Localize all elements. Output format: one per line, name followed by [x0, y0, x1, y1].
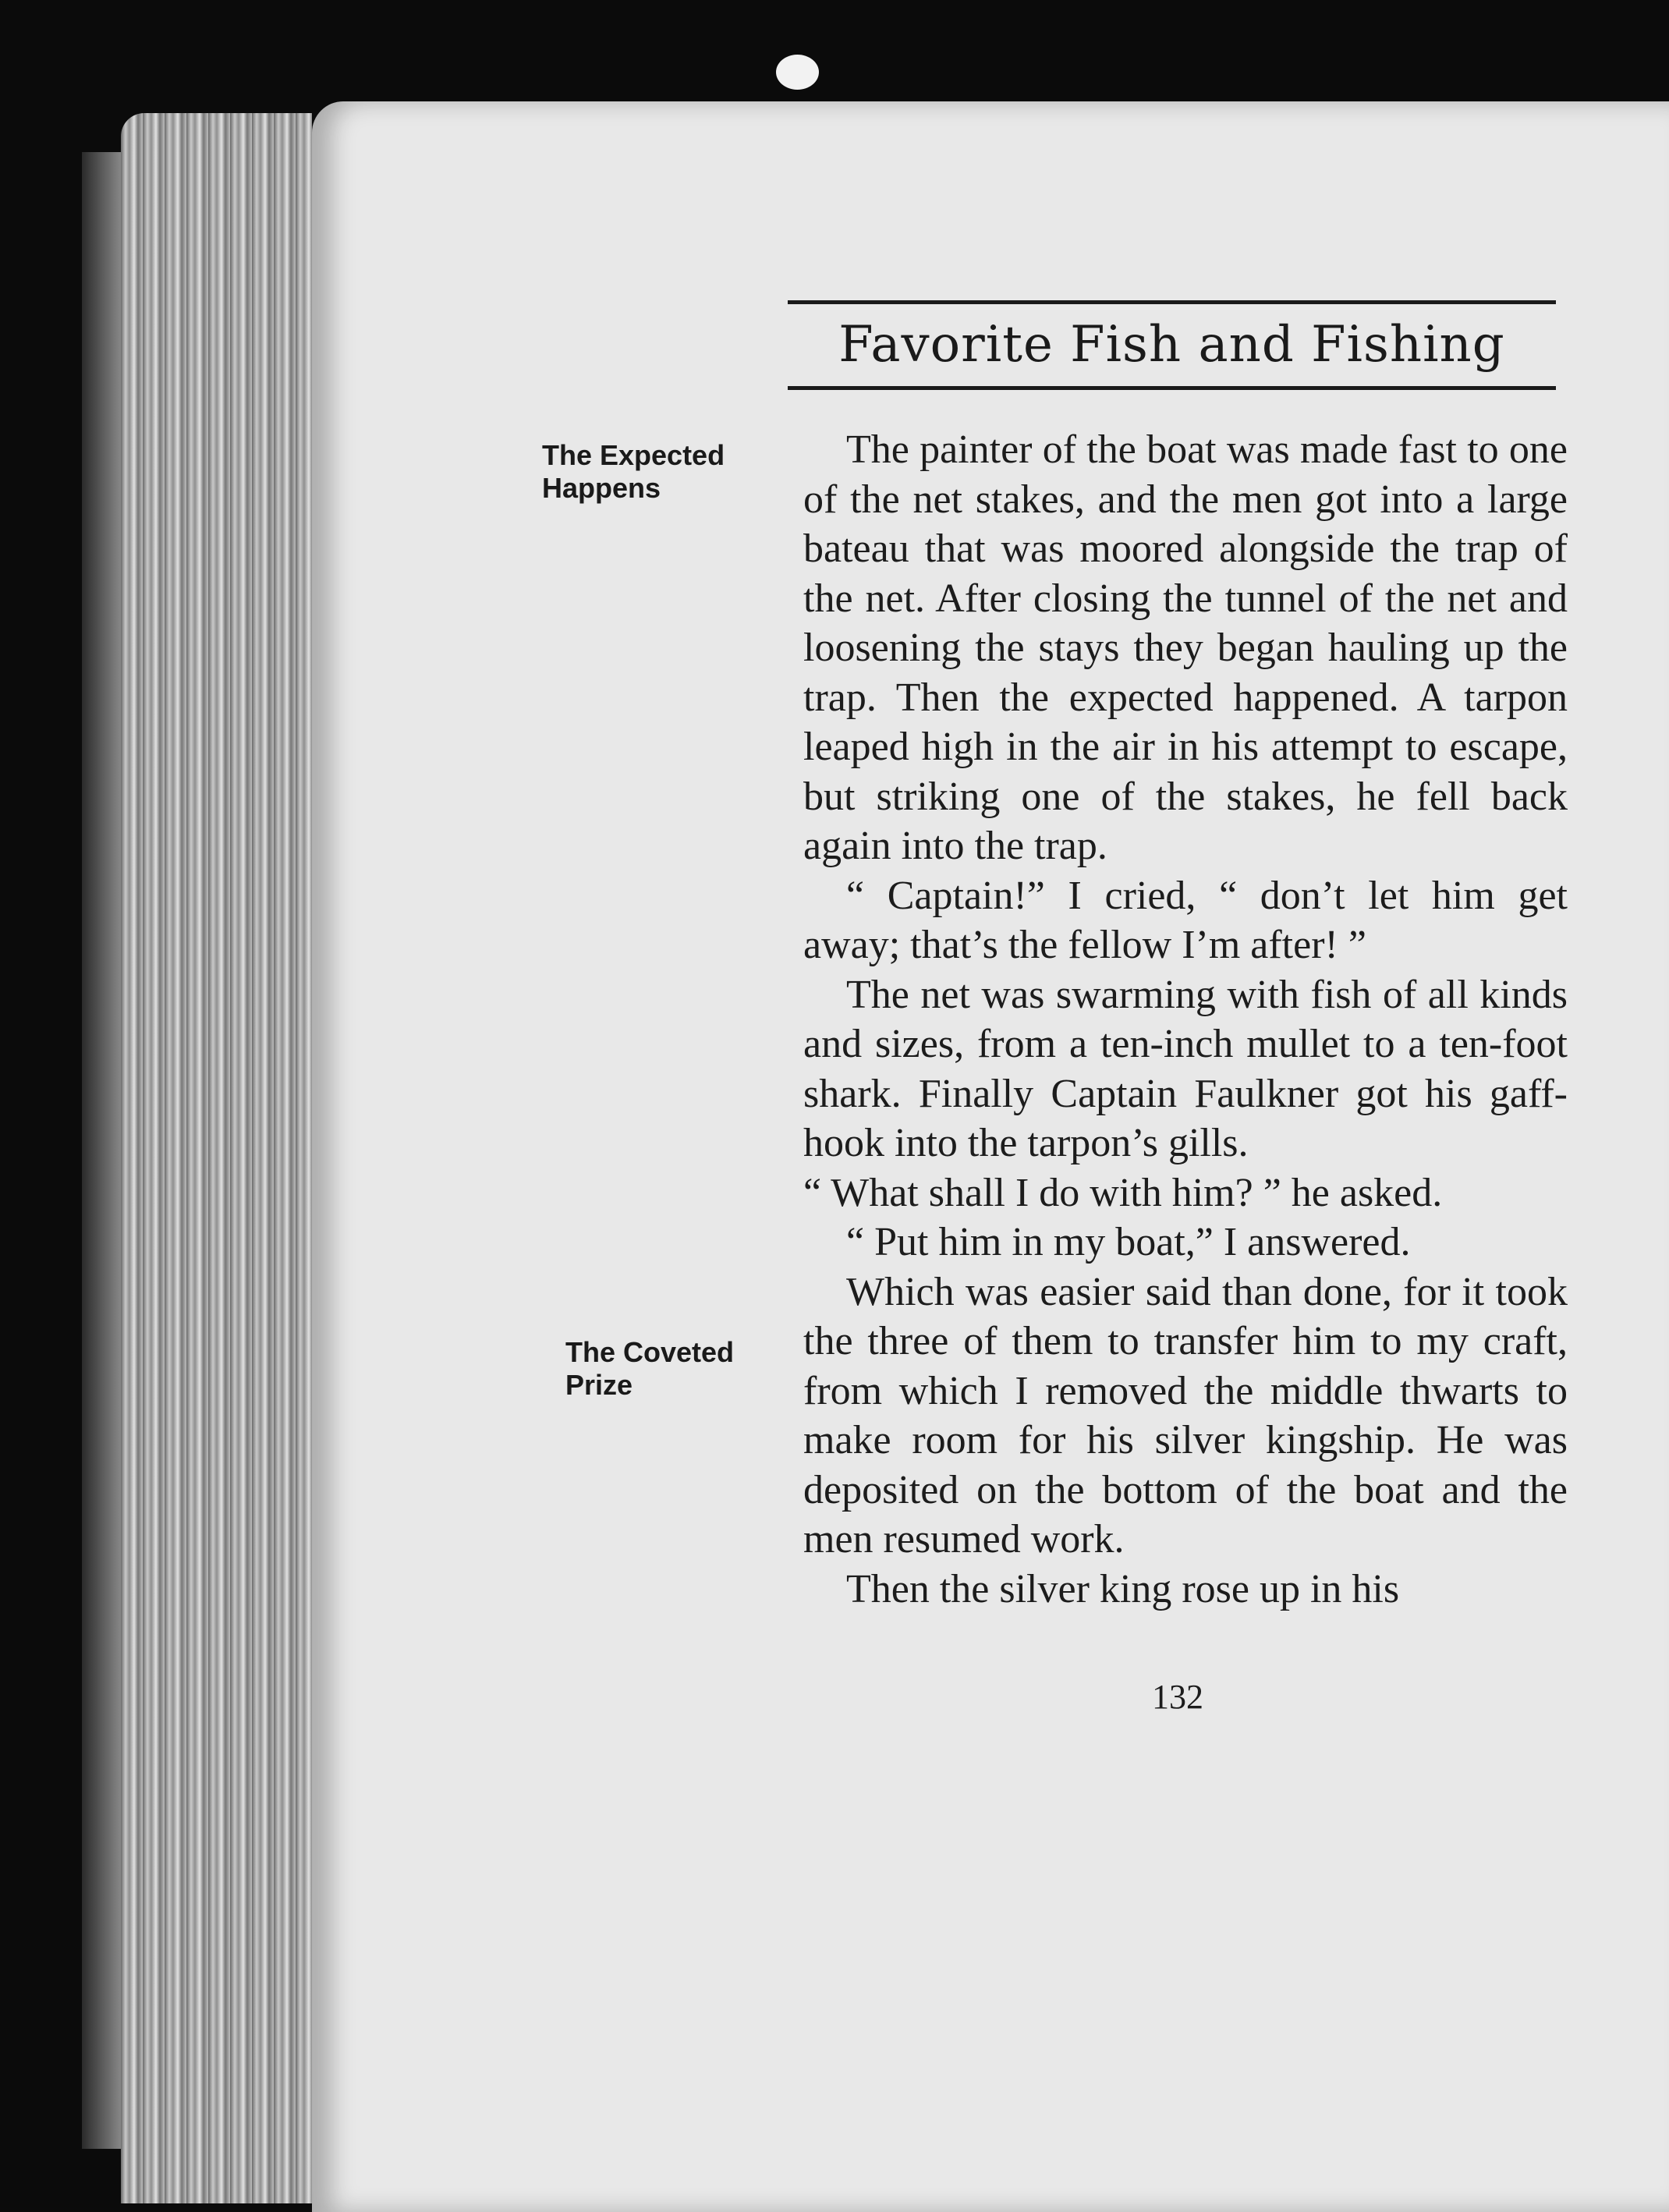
body-text: [803, 425, 1568, 1614]
book-page-edges: [121, 113, 312, 2203]
page-number: 132: [1152, 1678, 1203, 1716]
sidenote-line: The Expected: [542, 439, 725, 471]
header-rule-bottom: [788, 386, 1556, 390]
paragraph: The net was swarming with fish of all kinds and sizes, from a ten-inch mullet to a ten-foot shark. Finally Captain Faulkner got his gaff-hook into the tarpon’s gills.: [803, 972, 1568, 1165]
sidenote-line: Prize: [565, 1369, 633, 1401]
paragraph: Then the silver king rose up in his: [846, 1566, 1400, 1611]
paragraph: “ Captain!” I cried, “ don’t let him get away; that’s the fellow I’m after! ”: [803, 873, 1568, 967]
paragraph: “ What shall I do with him? ” he asked.: [803, 1170, 1443, 1215]
running-header: Favorite Fish and Fishing: [838, 316, 1505, 374]
sidenote-line: The Coveted: [565, 1336, 735, 1368]
paragraph: The painter of the boat was made fast to one of the net stakes, and the men got into a large bateau that was moored alongside the trap of the net. After closing the tunnel of the net and loosening the stays they began hauling up the trap. Then the expected happened. A tarpon leaped high in the air in his attempt to escape, but striking one of the stakes, he fell back again into the trap.: [803, 427, 1568, 868]
header-rule-top: [788, 300, 1556, 304]
paragraph: Which was easier said than done, for it took the three of them to transfer him to my craft, from which I removed the middle thwarts to make room for his silver kingship. He was deposited on the bottom of the boat and the men resumed work.: [803, 1269, 1568, 1562]
paragraph: “ Put him in my boat,” I answered.: [846, 1220, 1411, 1264]
sidenote-expected-happens: [542, 439, 725, 505]
sidenote-coveted-prize: [565, 1336, 734, 1402]
scan-spot: [776, 55, 819, 90]
sidenote-line: Happens: [542, 472, 661, 504]
